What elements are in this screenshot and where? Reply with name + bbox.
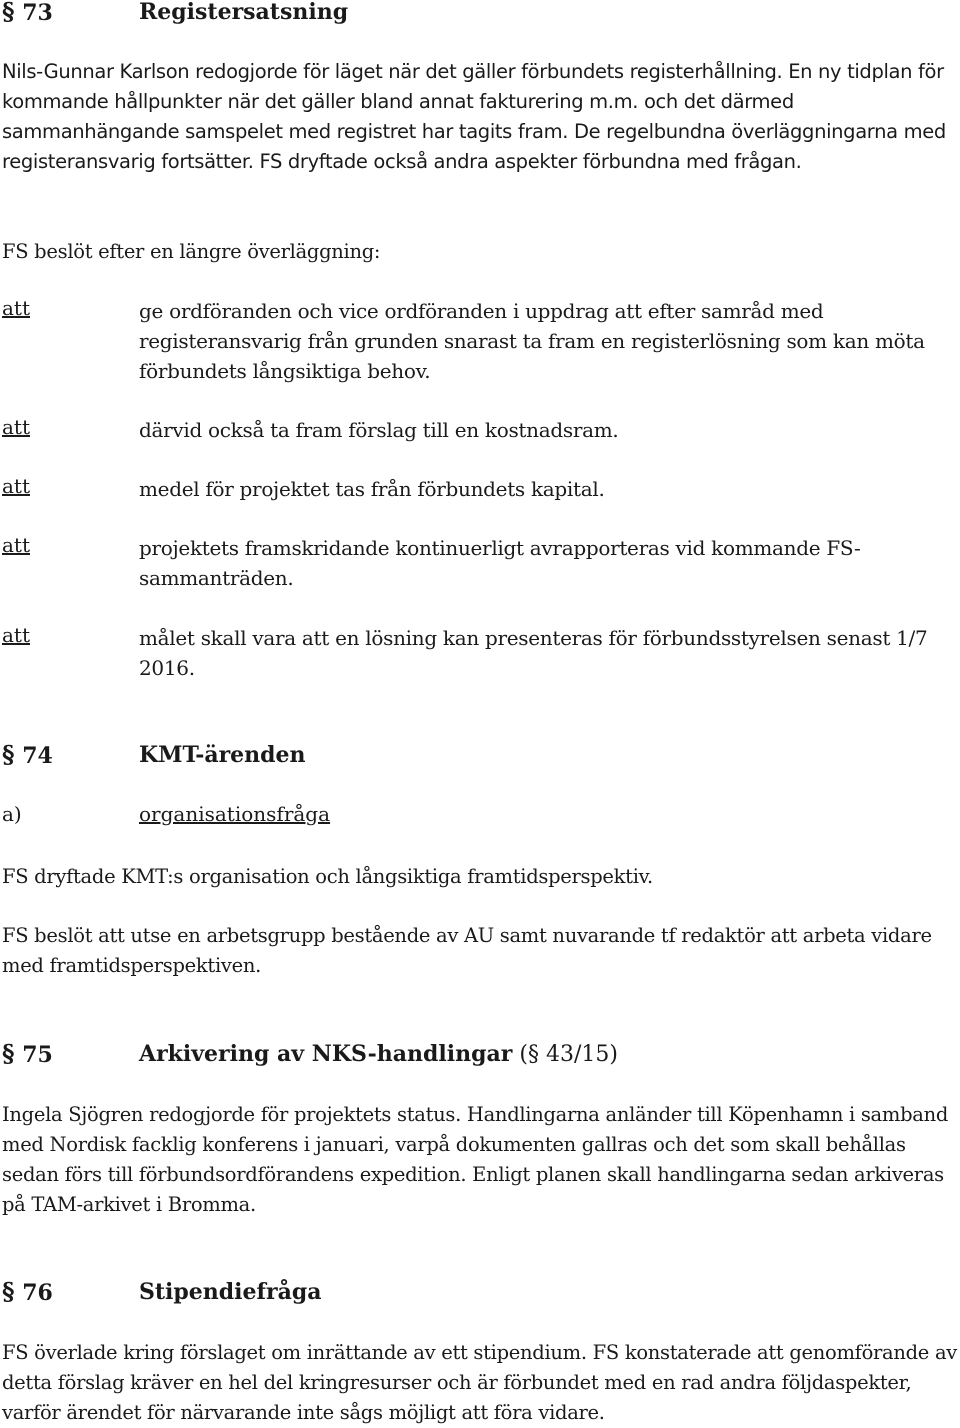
section-symbol: §: [2, 1039, 15, 1068]
paragraph-74-2: FS beslöt att utse en arbetsgrupp bestående av AU samt nuvarande tf redaktör att arbeta vidare med framtidsperspektiven.: [2, 924, 932, 977]
section-title-76: Stipendiefråga: [139, 1279, 322, 1305]
att-item-3: medel för projektet tas från förbundets kapital.: [139, 477, 605, 501]
att-label: att: [2, 415, 30, 439]
paragraph-76-1: FS överlade kring förslaget om inrättande av ett stipendium. FS konstaterade att genomförande av detta förslag kräver en hel del kringresurser och är förbundet med en rad andra följdaspekter, varför ärendet för närvarande inte sågs möjligt att föra vidare.: [2, 1341, 957, 1424]
section-symbol: §: [2, 740, 15, 769]
section-reference: [519, 1042, 618, 1067]
att-item-1: ge ordföranden och vice ordföranden i uppdrag att efter samråd med registeransvarig från grunden snarast ta fram en registerlösning som kan möta förbundets långsiktiga behov.: [139, 299, 925, 383]
section-heading-75: [2, 1039, 53, 1068]
section-number: 75: [22, 1042, 53, 1068]
att-label: att: [2, 533, 30, 557]
section-number: 76: [22, 1280, 53, 1306]
paragraph-73-intro: Nils-Gunnar Karlson redogjorde för läget när det gäller förbundets registerhållning. En ny tidplan för kommande hållpunkter när det gäller bland annat fakturering m.m. och det därmed sammanhängande samspelet med registret har tagits fram. De regelbundna överläggningarna med registeransvarig fortsätter. FS dryftade också andra aspekter förbundna med frågan.: [2, 60, 946, 173]
section-title: Arkivering av NKS-handlingar: [139, 1041, 513, 1067]
reference-text: 43/15): [545, 1042, 618, 1067]
att-item-2: därvid också ta fram förslag till en kostnadsram.: [139, 418, 619, 442]
att-item-4: projektets framskridande kontinuerligt avrapporteras vid kommande FS-sammanträden.: [139, 536, 861, 590]
reference-open-paren: (: [519, 1042, 528, 1067]
section-title-75: [139, 1041, 618, 1067]
section-title-73: Registersatsning: [139, 0, 349, 25]
section-number: 73: [22, 0, 53, 26]
att-item-5: målet skall vara att en lösning kan presenteras för förbundsstyrelsen senast 1/7 2016.: [139, 626, 928, 680]
section-heading-76: [2, 1277, 53, 1306]
att-label: att: [2, 296, 30, 320]
section-title-74: KMT-ärenden: [139, 742, 306, 768]
att-label: att: [2, 474, 30, 498]
att-label: att: [2, 623, 30, 647]
section-heading-74: [2, 740, 53, 769]
section-heading-73: [2, 0, 53, 26]
section-symbol: §: [2, 1277, 15, 1306]
section-number: 74: [22, 743, 53, 769]
paragraph-74-1: FS dryftade KMT:s organisation och långsiktiga framtidsperspektiv.: [2, 865, 653, 888]
paragraph-73-decision-intro: FS beslöt efter en längre överläggning:: [2, 240, 381, 263]
reference-symbol: §: [527, 1042, 539, 1067]
paragraph-75-1: Ingela Sjögren redogjorde för projektets status. Handlingarna anländer till Köpenhamn i samband med Nordisk facklig konferens i januari, varpå dokumenten gallras och det som skall behållas sedan förs till förbundsordförandens expedition. Enligt planen skall handlingarna sedan arkiveras på TAM-arkivet i Bromma.: [2, 1103, 949, 1216]
section-symbol: §: [2, 0, 15, 26]
subsection-label: a): [2, 802, 22, 826]
subsection-title: organisationsfråga: [139, 802, 331, 826]
